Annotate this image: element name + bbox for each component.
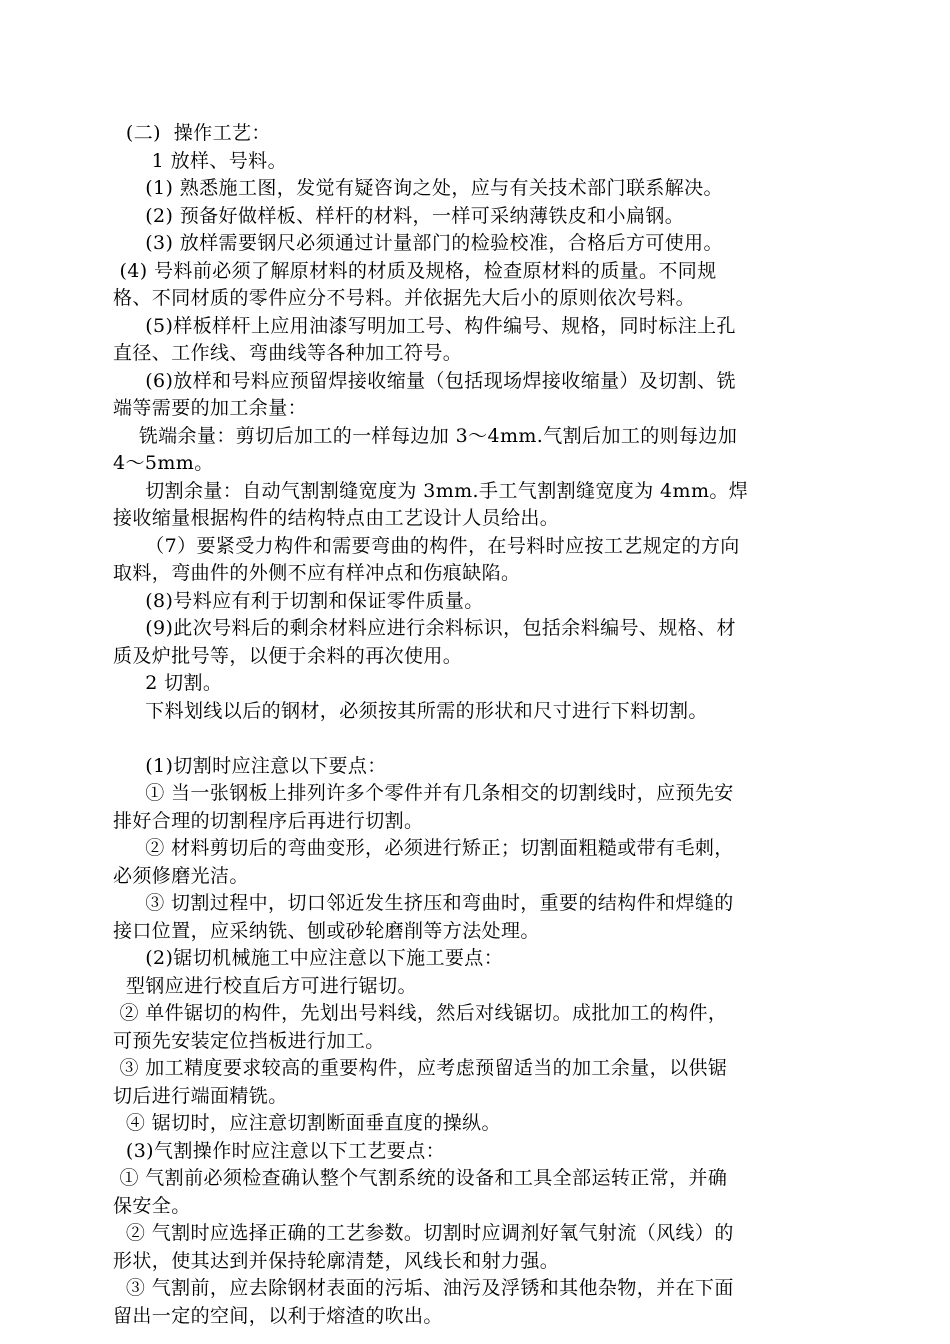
text-line: 格、不同材质的零件应分不号料。并依据先大后小的原则依次号料。 <box>113 287 696 309</box>
text-line: 形状，使其达到并保持轮廓清楚，风线长和射力强。 <box>113 1249 560 1272</box>
text-line: 接收缩量根据构件的结构特点由工艺设计人员给出。 <box>113 507 560 529</box>
text-line: 1 放样、号料。 <box>113 149 287 172</box>
text-line: 直径、工作线、弯曲线等各种加工符号。 <box>113 342 463 364</box>
text-line: (8)号料应有利于切割和保证零件质量。 <box>113 589 484 612</box>
text-line: 4～5mm。 <box>113 452 214 474</box>
text-line: (4) 号料前必须了解原材料的材质及规格，检查原材料的质量。不同规 <box>113 259 717 282</box>
text-line: 取料，弯曲件的外侧不应有样冲点和伤痕缺陷。 <box>113 562 521 584</box>
text-line: ③ 切割过程中，切口邻近发生挤压和弯曲时，重要的结构件和焊缝的 <box>113 892 734 914</box>
text-line: (5)样板样杆上应用油漆写明加工号、构件编号、规格，同时标注上孔 <box>113 314 736 337</box>
text-line: 质及炉批号等，以便于余料的再次使用。 <box>113 644 463 667</box>
text-line: ① 气割前必须检查确认整个气割系统的设备和工具全部运转正常，并确 <box>113 1167 728 1189</box>
text-line: 可预先安装定位挡板进行加工。 <box>113 1029 385 1052</box>
text-line: 铣端余量：剪切后加工的一样每边加 3～4mm.气割后加工的则每边加 <box>113 424 738 447</box>
text-line: ② 气割时应选择正确的工艺参数。切割时应调剂好氧气射流（风线）的 <box>113 1222 734 1244</box>
text-line: ② 材料剪切后的弯曲变形，必须进行矫正；切割面粗糙或带有毛刺， <box>113 837 734 859</box>
text-line: 留出一定的空间，以利于熔渣的吹出。 <box>113 1304 443 1327</box>
text-line: 切后进行端面精铣。 <box>113 1084 288 1107</box>
text-line: （7）要紧受力构件和需要弯曲的构件，在号料时应按工艺规定的方向 <box>113 534 740 557</box>
text-line: ② 单件锯切的构件，先划出号料线，然后对线锯切。成批加工的构件， <box>113 1002 728 1024</box>
text-line: 接口位置，应采纳铣、刨或砂轮磨削等方法处理。 <box>113 919 540 942</box>
text-line: (2)锯切机械施工中应注意以下施工要点： <box>113 947 504 969</box>
text-line: (2) 预备好做样板、样杆的材料，一样可采纳薄铁皮和小扁钢。 <box>113 204 685 227</box>
text-line: 下料划线以后的钢材，必须按其所需的形状和尺寸进行下料切割。 <box>113 699 708 722</box>
text-line: (1)切割时应注意以下要点： <box>113 754 387 777</box>
text-line: ④ 锯切时，应注意切割断面垂直度的操纵。 <box>113 1112 501 1134</box>
text-line: (二) 操作工艺： <box>113 122 271 144</box>
text-line: ③ 加工精度要求较高的重要构件，应考虑预留适当的加工余量，以供锯 <box>113 1057 728 1079</box>
text-line: 必须修磨光洁。 <box>113 864 249 887</box>
text-line: ③ 气割前，应去除钢材表面的污垢、油污及浮锈和其他杂物，并在下面 <box>113 1277 734 1299</box>
text-line: 2 切割。 <box>113 672 223 694</box>
text-line: (6)放样和号料应预留焊接收缩量（包括现场焊接收缩量）及切割、铣 <box>113 369 736 392</box>
text-line: 切割余量：自动气割割缝宽度为 3mm.手工气割割缝宽度为 4mm。焊 <box>113 479 749 502</box>
blank-line <box>113 725 829 753</box>
document-body <box>113 120 829 1330</box>
text-line: 保安全。 <box>113 1194 191 1217</box>
text-line: (9)此次号料后的剩余材料应进行余料标识，包括余料编号、规格、材 <box>113 617 736 639</box>
text-line: 排好合理的切割程序后再进行切割。 <box>113 809 424 832</box>
text-line: 端等需要的加工余量： <box>113 397 308 419</box>
text-line: 型钢应进行校直后方可进行锯切。 <box>113 974 417 997</box>
text-line: ① 当一张钢板上排列许多个零件并有几条相交的切割线时，应预先安 <box>113 782 734 804</box>
text-line: (3) 放样需要钢尺必须通过计量部门的检验校准，合格后方可使用。 <box>113 232 723 254</box>
text-line: (1) 熟悉施工图，发觉有疑咨询之处，应与有关技术部门联系解决。 <box>113 177 723 199</box>
text-line: (3)气割操作时应注意以下工艺要点： <box>113 1139 445 1162</box>
